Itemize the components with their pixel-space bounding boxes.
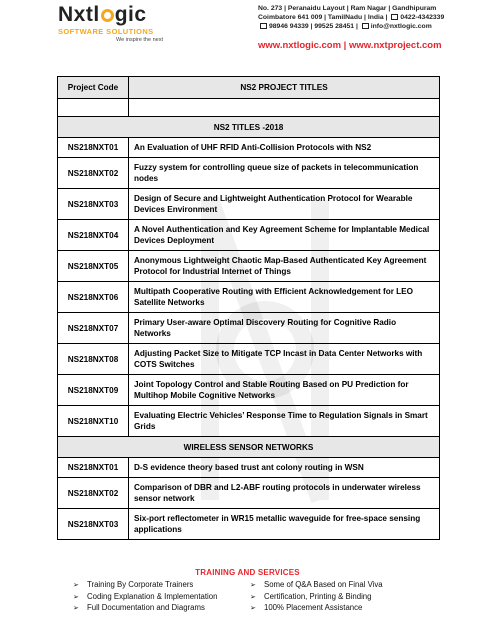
website-links[interactable]: www.nxtlogic.com | www.nxtproject.com <box>258 40 442 51</box>
project-title: Design of Secure and Lightweight Authentication Protocol for Wearable Devices Environment <box>129 189 440 220</box>
project-code: NS218NXT07 <box>58 313 129 344</box>
training-title: TRAINING AND SERVICES <box>195 568 300 577</box>
section-row-ns2-2018 <box>58 117 440 138</box>
list-item: ➢ 100% Placement Assistance <box>250 603 383 615</box>
arrow-bullet-icon: ➢ <box>73 605 79 612</box>
list-item: ➢ Full Documentation and Diagrams <box>73 603 217 615</box>
project-code: NS218NXT06 <box>58 282 129 313</box>
list-item: ➢ Certification, Printing & Binding <box>250 592 383 604</box>
arrow-bullet-icon: ➢ <box>250 605 256 612</box>
table-header-row <box>58 77 440 99</box>
services-list-left <box>73 580 217 615</box>
phone-icon <box>391 14 398 20</box>
project-code: NS218NXT02 <box>58 158 129 189</box>
project-title: Comparison of DBR and L2-ABF routing protocols in underwater wireless sensor network <box>129 478 440 509</box>
arrow-bullet-icon: ➢ <box>250 593 256 601</box>
project-code: NS218NXT02 <box>58 478 129 509</box>
list-item: ➢ Some of Q&A Based on Final Viva <box>250 580 383 592</box>
project-title: D-S evidence theory based trust ant colony routing in WSN <box>129 458 440 478</box>
project-code: NS218NXT03 <box>58 189 129 220</box>
ns2-project-titles-table <box>57 76 440 540</box>
table-row <box>58 282 440 313</box>
logo-tagline: We inspire the next <box>116 37 163 43</box>
section-row-wireless-sensor-networks <box>58 437 440 458</box>
project-title: Evaluating Electric Vehicles’ Response Time to Regulation Signals in Smart Grids <box>129 406 440 437</box>
column-header-project-titles: NS2 PROJECT TITLES <box>129 77 440 99</box>
table-row <box>58 138 440 158</box>
project-code: NS218NXT09 <box>58 375 129 406</box>
arrow-bullet-icon: ➢ <box>73 582 79 589</box>
email-icon <box>362 23 369 29</box>
table-row <box>58 158 440 189</box>
logo-wordmark: Nxtl gic <box>58 3 147 26</box>
project-code: NS218NXT10 <box>58 406 129 437</box>
table-row <box>58 478 440 509</box>
list-item: ➢ Coding Explanation & Implementation <box>73 592 217 604</box>
letterhead <box>0 0 495 60</box>
address-line-2: Coimbatore 641 009 | TamilNadu | India | 0422-4342339 <box>258 14 445 22</box>
training-and-services <box>0 568 495 612</box>
table-row <box>58 406 440 437</box>
project-code: NS218NXT01 <box>58 138 129 158</box>
services-list-right <box>250 580 383 615</box>
project-title: Joint Topology Control and Stable Routing Based on PU Prediction for Multihop Mobile Cognitive Networks <box>129 375 440 406</box>
project-title: A Novel Authentication and Key Agreement Scheme for Implantable Medical Devices Deployment <box>129 220 440 251</box>
project-title: Primary User-aware Optimal Discovery Routing for Cognitive Radio Networks <box>129 313 440 344</box>
project-code: NS218NXT03 <box>58 509 129 540</box>
column-header-project-code: Project Code <box>58 77 129 99</box>
table-row <box>58 313 440 344</box>
table-row <box>58 375 440 406</box>
blank-row <box>58 99 440 117</box>
project-code: NS218NXT01 <box>58 458 129 478</box>
section-title: WIRELESS SENSOR NETWORKS <box>58 437 440 458</box>
mobile-icon <box>260 23 267 29</box>
address-line-3: 98946 94339 | 99525 28451 | info@nxtlogic.com <box>258 22 444 31</box>
table-row <box>58 220 440 251</box>
address-line-1: No. 273 | Peranaidu Layout | Ram Nagar | Gandhipuram <box>258 5 437 12</box>
project-title: Fuzzy system for controlling queue size of packets in telecommunication nodes <box>129 158 440 189</box>
project-code: NS218NXT04 <box>58 220 129 251</box>
project-title: Six-port reflectometer in WR15 metallic waveguide for free-space sensing applications <box>129 509 440 540</box>
logo-subtitle: SOFTWARE SOLUTIONS <box>58 27 154 36</box>
project-code: NS218NXT05 <box>58 251 129 282</box>
company-logo <box>58 4 163 43</box>
table-row <box>58 509 440 540</box>
table-row <box>58 344 440 375</box>
project-title: Anonymous Lightweight Chaotic Map-Based Authenticated Key Agreement Protocol for Industrial Internet of Things <box>129 251 440 282</box>
table-row <box>58 251 440 282</box>
project-code: NS218NXT08 <box>58 344 129 375</box>
logo-o-ring-icon <box>101 9 114 22</box>
arrow-bullet-icon: ➢ <box>73 593 79 601</box>
table-row <box>58 458 440 478</box>
project-title: An Evaluation of UHF RFID Anti-Collision Protocols with NS2 <box>129 138 440 158</box>
section-title: NS2 TITLES -2018 <box>58 117 440 138</box>
table-row <box>58 189 440 220</box>
list-item: ➢ Training By Corporate Trainers <box>73 580 217 592</box>
project-title: Multipath Cooperative Routing with Efficient Acknowledgement for LEO Satellite Networks <box>129 282 440 313</box>
arrow-bullet-icon: ➢ <box>250 582 256 589</box>
contact-block <box>258 4 444 32</box>
project-title: Adjusting Packet Size to Mitigate TCP Incast in Data Center Networks with COTS Switches <box>129 344 440 375</box>
